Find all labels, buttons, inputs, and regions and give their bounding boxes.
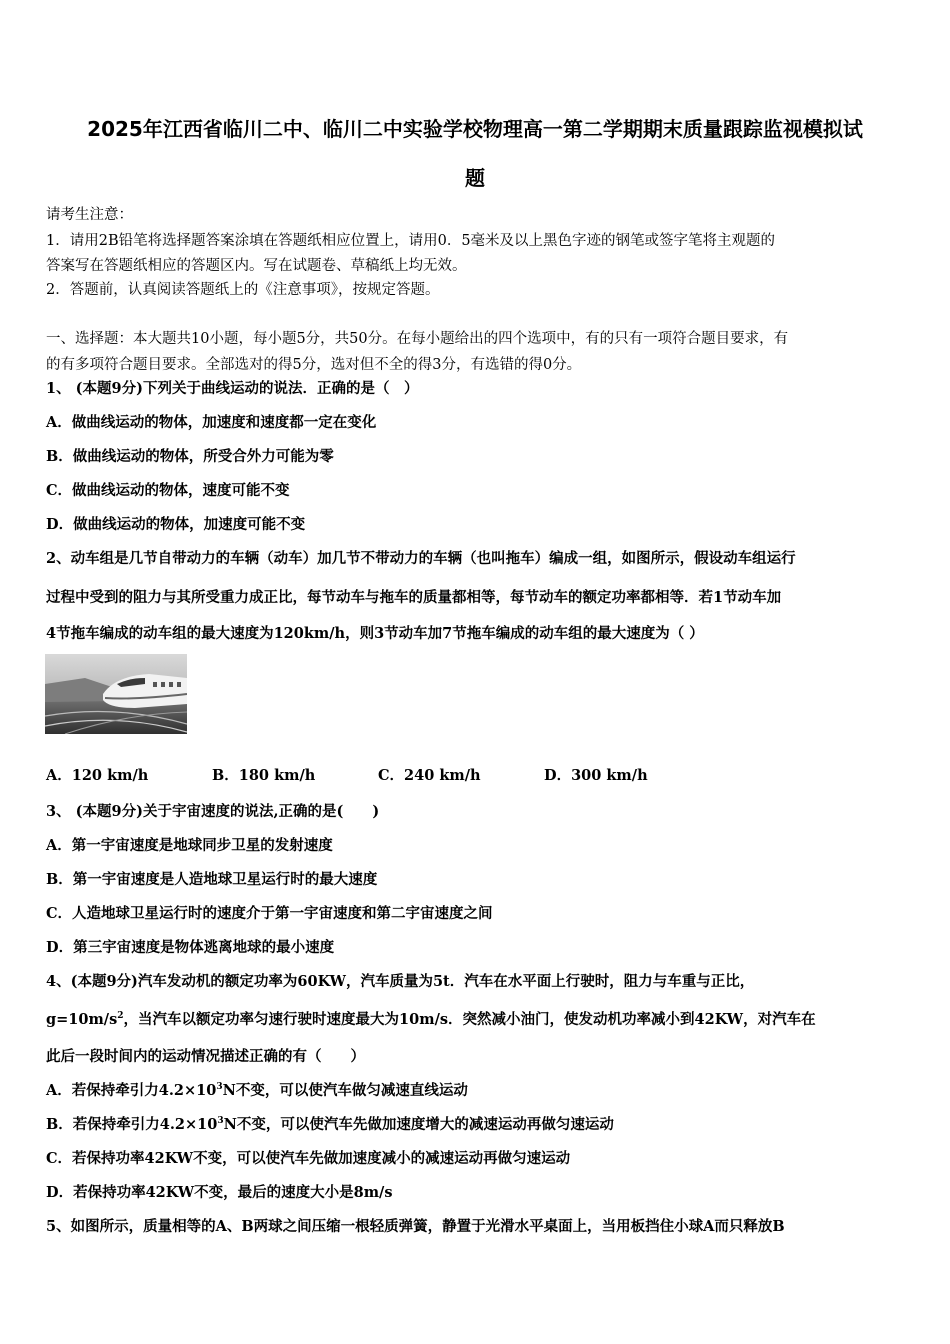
q4-gravity-exponent: 2 — [117, 1011, 124, 1022]
q2-stem-line1: 2、动车组是几节自带动力的车辆（动车）加几节不带动力的车辆（也叫拖车）编成一组，如图所示，假设动车组运行 — [46, 550, 796, 567]
document-title-line1: 2025年江西省临川二中、临川二中实验学校物理高一第二学期期末质量跟踪监视模拟试 — [87, 117, 863, 141]
q2-option-d: D．300 km/h — [544, 767, 648, 784]
notice-item-2: 2．答题前，认真阅读答题纸上的《注意事项》，按规定答题。 — [46, 282, 440, 298]
section-instructions-line2: 的有多项符合题目要求。全部选对的得5分，选对但不全的得3分，有选错的得0分。 — [46, 357, 582, 373]
q4-stem-line1: 4、(本题9分)汽车发动机的额定功率为60KW，汽车质量为5t．汽车在水平面上行驶时，阻力与车重与正比， — [46, 973, 755, 990]
q1-option-d: D．做曲线运动的物体，加速度可能不变 — [46, 516, 306, 533]
q4-option-b-part2: N不变，可以使汽车先做加速度增大的减速运动再做匀速运动 — [223, 1116, 614, 1133]
document-title-line2: 题 — [465, 166, 485, 190]
q2-options — [46, 764, 710, 785]
notice-item-1-cont: 答案写在答题纸相应的答题区内。写在试题卷、草稿纸上均无效。 — [46, 258, 467, 274]
q4-option-a-part2: N不变，可以使汽车做匀减速直线运动 — [222, 1082, 468, 1099]
q4-option-a-exponent: 3 — [216, 1082, 223, 1093]
q4-option-a-part1: A．若保持牵引力4.2×10 — [46, 1082, 217, 1099]
q4-option-b — [46, 1113, 614, 1134]
q4-option-b-exponent: 3 — [217, 1116, 224, 1127]
q1-option-a: A．做曲线运动的物体，加速度和速度都一定在变化 — [46, 414, 377, 431]
q2-stem-line2: 过程中受到的阻力与其所受重力成正比，每节动车与拖车的质量都相等，每节动车的额定功率都相等．若1节动车加 — [46, 589, 782, 606]
q3-option-b: B．第一宇宙速度是人造地球卫星运行时的最大速度 — [46, 871, 378, 888]
q4-option-c: C．若保持功率42KW不变，可以使汽车先做加速度减小的减速运动再做匀速运动 — [46, 1150, 571, 1167]
q4-gravity-value: g=10m/s — [46, 1011, 118, 1028]
q4-stem-line2-rest: ，当汽车以额定功率匀速行驶时速度最大为10m/s．突然减小油门，使发动机功率减小到42KW，对汽车在 — [123, 1011, 816, 1028]
q5-stem-line1: 5、如图所示，质量相等的A、B两球之间压缩一根轻质弹簧，静置于光滑水平桌面上，当用板挡住小球A而只释放B — [46, 1218, 785, 1235]
q1-stem: 1、 (本题9分)下列关于曲线运动的说法．正确的是（ ） — [46, 380, 419, 397]
q3-option-a: A．第一宇宙速度是地球同步卫星的发射速度 — [46, 837, 333, 854]
q4-stem-line2 — [46, 1008, 816, 1029]
q4-stem-line3: 此后一段时间内的运动情况描述正确的有（ ） — [46, 1048, 365, 1065]
q1-option-c: C．做曲线运动的物体，速度可能不变 — [46, 482, 290, 499]
q3-option-d: D．第三宇宙速度是物体逃离地球的最小速度 — [46, 939, 335, 956]
bullet-train-photo — [45, 654, 187, 734]
q4-option-a — [46, 1079, 468, 1100]
section-instructions-line1: 一、选择题：本大题共10小题，每小题5分，共50分。在每小题给出的四个选项中，有的只有一项符合题目要求，有 — [46, 331, 789, 347]
q2-stem-line3: 4节拖车编成的动车组的最大速度为120km/h，则3节动车加7节拖车编成的动车组的最大速度为（ ） — [46, 625, 704, 642]
q3-stem: 3、 (本题9分)关于宇宙速度的说法,正确的是( ) — [46, 803, 380, 820]
q2-option-b: B．180 km/h — [212, 767, 316, 784]
q3-option-c: C．人造地球卫星运行时的速度介于第一宇宙速度和第二宇宙速度之间 — [46, 905, 493, 922]
notice-item-1: 1．请用2B铅笔将选择题答案涂填在答题纸相应位置上，请用0．5毫米及以上黑色字迹的钢笔或签字笔将主观题的 — [46, 233, 776, 249]
q4-option-b-part1: B．若保持牵引力4.2×10 — [46, 1116, 218, 1133]
q2-option-c: C．240 km/h — [378, 767, 481, 784]
q4-option-d: D．若保持功率42KW不变，最后的速度大小是8m/s — [46, 1184, 393, 1201]
q1-option-b: B．做曲线运动的物体，所受合外力可能为零 — [46, 448, 334, 465]
notice-heading: 请考生注意： — [46, 207, 133, 223]
q2-option-a: A．120 km/h — [46, 767, 149, 784]
